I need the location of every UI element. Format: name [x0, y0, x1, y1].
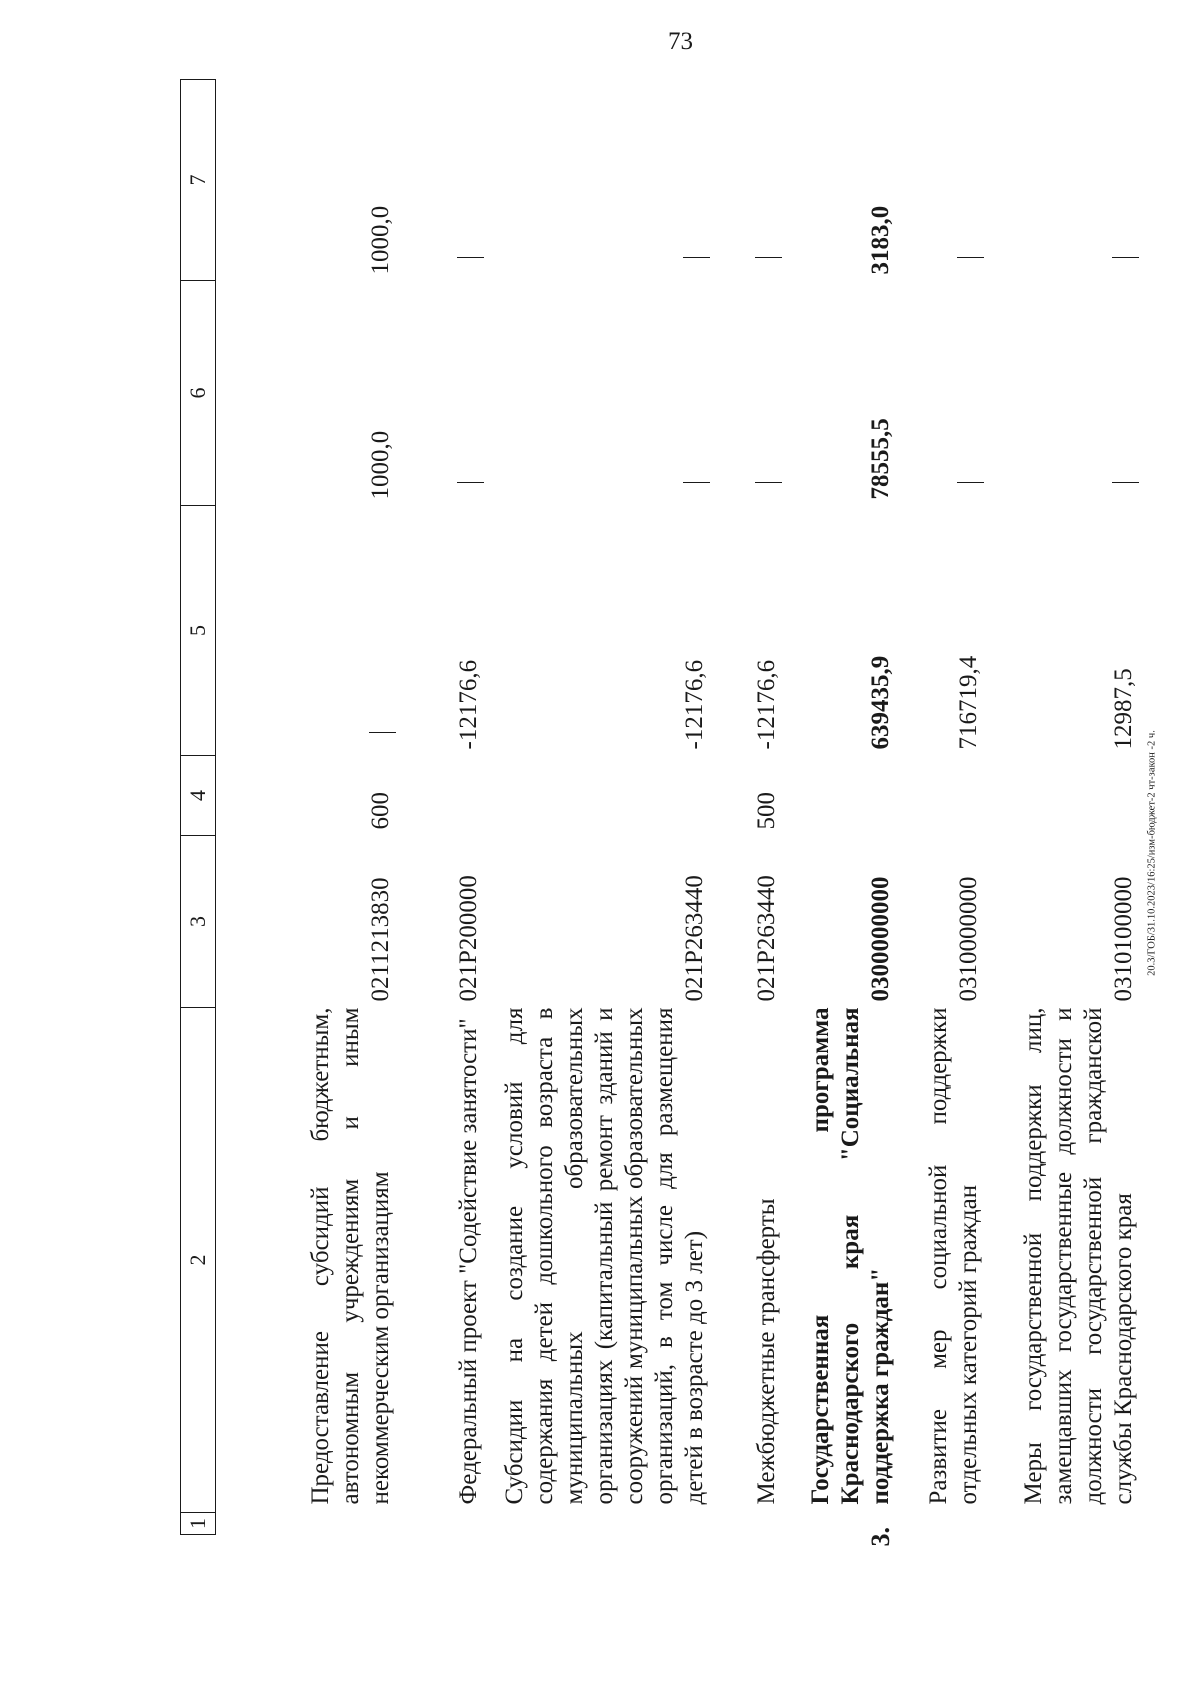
dash-mark	[1112, 257, 1139, 259]
expense-type-cell	[984, 756, 1139, 836]
amount-col6-cell	[484, 281, 710, 506]
footer-note-text: 20.3/ГОБ/31.10.2023/16:25/изм-бюджет-2 чт-закон -2 ч.	[1146, 730, 1158, 976]
table-header-row	[181, 80, 216, 1535]
expense-type-cell	[782, 756, 896, 836]
expense-type-cell	[396, 756, 484, 836]
dash-mark	[957, 257, 984, 259]
column-header-5: 5	[181, 506, 216, 756]
dash-mark	[683, 257, 710, 259]
column-header-2: 2	[181, 1008, 216, 1513]
budget-table	[180, 79, 1139, 1547]
table-row	[710, 80, 782, 1535]
row-number-cell	[896, 1513, 984, 1535]
table-row	[396, 80, 484, 1535]
item-name-cell: Субсидии на создание условий для содержания детей дошкольного возраста в муниципальных образовательных организациях (капитальный ремонт зданий и сооружений муниципальных образовательных организаций, в том числе для размещения детей в возрасте до 3 лет)	[501, 1007, 708, 1505]
expense-type-cell: 600	[367, 792, 394, 830]
amount-col6-cell	[396, 281, 484, 506]
target-code-cell: 0211213830	[367, 877, 394, 1002]
page-number: 73	[668, 28, 693, 55]
table-row	[216, 80, 397, 1535]
amount-col7-cell: 3183,0	[867, 205, 894, 275]
target-code-cell: 0310000000	[955, 876, 982, 1002]
column-header-3: 3	[181, 836, 216, 1008]
row-number-cell	[396, 1513, 484, 1535]
footer-note	[1142, 418, 1162, 1288]
amount-col5-cell: -12176,6	[681, 659, 708, 750]
column-header-4: 4	[181, 756, 216, 836]
amount-col6-cell: 78555,5	[867, 418, 894, 500]
table-row	[484, 80, 710, 1535]
row-number-cell	[216, 1513, 397, 1535]
item-name-cell: Государственная программа Краснодарского края "Социальная поддержка граждан"	[807, 1007, 894, 1505]
target-code-cell: 0300000000	[867, 876, 894, 1002]
row-number-cell	[710, 1513, 782, 1535]
amount-col7-cell	[896, 80, 984, 281]
item-name-cell: Федеральный проект "Содействие занятости"	[455, 1018, 482, 1505]
dash-mark	[755, 257, 782, 259]
table-row	[896, 80, 984, 1535]
amount-col6-cell: 1000,0	[367, 430, 394, 500]
table-row	[984, 80, 1139, 1535]
section-number: 3.	[866, 1527, 895, 1547]
dash-mark	[1112, 482, 1139, 484]
item-name-cell: Межбюджетные трансферты	[753, 1198, 780, 1505]
expense-type-cell	[484, 756, 710, 836]
amount-col5-cell: -12176,6	[753, 659, 780, 750]
amount-col7-cell	[984, 80, 1139, 281]
amount-col5-cell: 12987,5	[1110, 668, 1137, 750]
amount-col5-cell: 716719,4	[955, 655, 982, 750]
item-name-cell: Меры государственной поддержки лиц, замещавших государственные должности и должности государственной гражданской службы Краснодарского края	[1020, 1007, 1137, 1505]
target-code-cell: 021P263440	[753, 875, 780, 1002]
item-name-cell: Предоставление субсидий бюджетным, автономным учреждениям и иным некоммерческим организациям	[307, 1007, 394, 1505]
budget-table-wrapper	[180, 80, 1137, 1547]
table-row	[782, 80, 896, 1535]
row-number-cell	[984, 1513, 1139, 1535]
dash-mark	[457, 482, 484, 484]
column-header-6: 6	[181, 281, 216, 506]
amount-col6-cell	[710, 281, 782, 506]
dash-mark	[457, 257, 484, 259]
dash-mark	[957, 482, 984, 484]
target-code-cell: 0310100000	[1110, 876, 1137, 1002]
amount-col5-cell: 639435,9	[867, 655, 894, 750]
column-header-7: 7	[181, 80, 216, 281]
target-code-cell: 021P200000	[455, 875, 482, 1002]
amount-col7-cell	[396, 80, 484, 281]
amount-col6-cell	[984, 281, 1139, 506]
amount-col6-cell	[896, 281, 984, 506]
amount-col5-cell: -12176,6	[455, 659, 482, 750]
dash-mark	[755, 482, 782, 484]
amount-col7-cell: 1000,0	[367, 205, 394, 275]
row-number-cell	[782, 1513, 896, 1547]
amount-col7-cell	[710, 80, 782, 281]
dash-mark	[683, 482, 710, 484]
target-code-cell: 021P263440	[681, 875, 708, 1002]
expense-type-cell	[896, 756, 984, 836]
dash-mark	[369, 732, 396, 734]
amount-col5-cell	[216, 506, 397, 756]
column-header-1: 1	[181, 1513, 216, 1535]
amount-col7-cell	[484, 80, 710, 281]
expense-type-cell: 500	[753, 792, 780, 830]
item-name-cell: Развитие мер социальной поддержки отдельных категорий граждан	[925, 1007, 982, 1505]
row-number-cell	[484, 1513, 710, 1535]
